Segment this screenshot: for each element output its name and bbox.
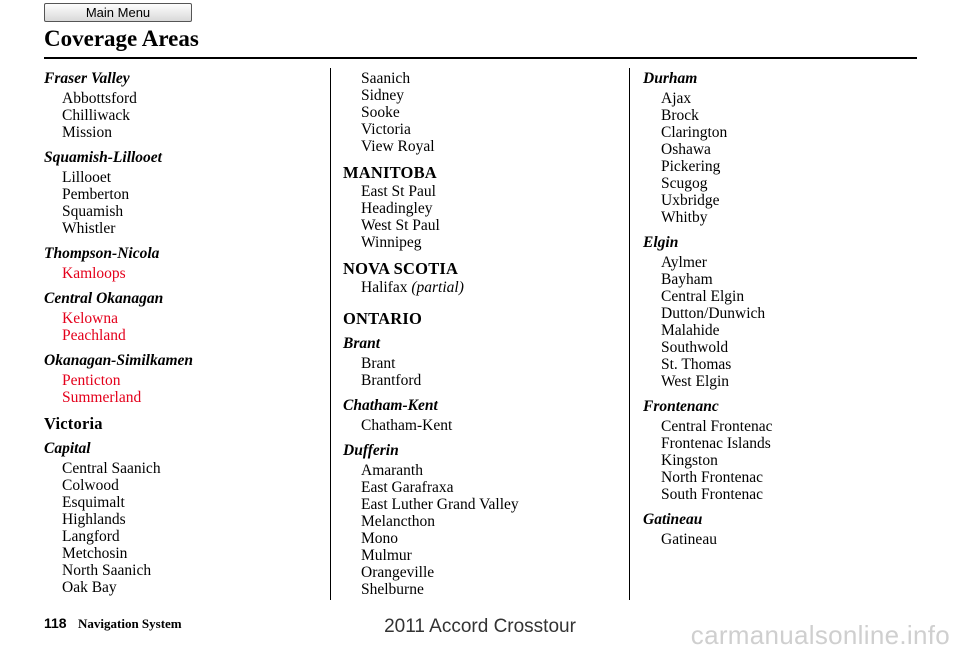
city-item: Brock	[661, 107, 699, 124]
city-item: Langford	[62, 528, 120, 545]
city-item: Highlands	[62, 511, 126, 528]
region-heading-durham: Durham	[643, 70, 698, 87]
city-item: Orangeville	[361, 564, 435, 581]
region-heading-okanagan-similkamen: Okanagan-Similkamen	[44, 352, 193, 369]
city-item: Bayham	[661, 271, 713, 288]
city-item: Clarington	[661, 124, 728, 141]
watermark-url: carmanualsonline.info	[690, 620, 950, 650]
city-item: Mission	[62, 124, 112, 141]
city-item: Scugog	[661, 175, 708, 192]
section-label: Navigation System	[78, 616, 182, 631]
city-item: Esquimalt	[62, 494, 125, 511]
city-item: Oak Bay	[62, 579, 117, 596]
city-item: View Royal	[361, 138, 435, 155]
province-heading-ontario: ONTARIO	[343, 309, 423, 328]
coverage-note: (partial)	[411, 279, 464, 296]
city-item: Malahide	[661, 322, 720, 339]
city-item: Victoria	[361, 121, 411, 138]
city-item: West Elgin	[661, 373, 730, 390]
city-link-kamloops[interactable]: Kamloops	[62, 265, 126, 282]
title-divider	[44, 57, 917, 59]
region-heading-elgin: Elgin	[643, 234, 679, 251]
region-heading-thompson-nicola: Thompson-Nicola	[44, 245, 160, 262]
city-item: Gatineau	[661, 531, 717, 548]
city-item: Sooke	[361, 104, 400, 121]
city-item: Amaranth	[361, 462, 423, 479]
region-heading-gatineau: Gatineau	[643, 511, 703, 528]
city-item: Oshawa	[661, 141, 711, 158]
page-number: 118	[44, 615, 67, 631]
city-item: North Saanich	[62, 562, 152, 579]
region-heading-chatham-kent: Chatham-Kent	[343, 397, 438, 414]
city-item: East St Paul	[361, 183, 436, 200]
city-item: Chatham-Kent	[361, 417, 453, 434]
city-item: Frontenac Islands	[661, 435, 771, 452]
city-item: Shelburne	[361, 581, 424, 598]
city-item: Southwold	[661, 339, 729, 356]
column-divider-2	[629, 68, 630, 600]
city-item: Mono	[361, 530, 399, 547]
city-item: Brant	[361, 355, 396, 372]
city-item: Kingston	[661, 452, 718, 469]
main-menu-button[interactable]: Main Menu	[44, 3, 192, 22]
city-link-penticton[interactable]: Penticton	[62, 372, 121, 389]
region-heading-dufferin: Dufferin	[343, 442, 399, 459]
city-link-summerland[interactable]: Summerland	[62, 389, 142, 406]
watermark-title: 2011 Accord Crosstour	[384, 616, 576, 637]
city-item: Melancthon	[361, 513, 436, 530]
city-link-kelowna[interactable]: Kelowna	[62, 310, 118, 327]
city-item: Central Saanich	[62, 460, 161, 477]
city-item: Sidney	[361, 87, 405, 104]
city-item: Aylmer	[661, 254, 707, 271]
city-item: Brantford	[361, 372, 422, 389]
city-item: Pickering	[661, 158, 721, 175]
city-item: Pemberton	[62, 186, 130, 203]
city-item: Saanich	[361, 70, 411, 87]
city-item: South Frontenac	[661, 486, 764, 503]
column-divider-1	[330, 68, 331, 600]
city-item: Winnipeg	[361, 234, 422, 251]
city-item: West St Paul	[361, 217, 440, 234]
column-1	[44, 68, 324, 596]
city-item: Metchosin	[62, 545, 128, 562]
city-item: North Frontenac	[661, 469, 764, 486]
page-title: Coverage Areas	[44, 26, 199, 51]
column-3	[643, 68, 923, 548]
city-item: Whistler	[62, 220, 116, 237]
region-heading-central-okanagan: Central Okanagan	[44, 290, 164, 307]
city-name: Halifax	[361, 279, 408, 296]
region-heading-brant: Brant	[343, 335, 381, 352]
city-item: Central Elgin	[661, 288, 745, 305]
city-item: Dutton/Dunwich	[661, 305, 766, 322]
city-item: Colwood	[62, 477, 119, 494]
city-item: East Luther Grand Valley	[361, 496, 519, 513]
province-heading-nova-scotia: NOVA SCOTIA	[343, 259, 459, 278]
city-link-peachland[interactable]: Peachland	[62, 327, 126, 344]
region-heading-frontenanc: Frontenanc	[643, 398, 719, 415]
city-item: Uxbridge	[661, 192, 720, 209]
province-heading-manitoba: MANITOBA	[343, 163, 437, 182]
area-heading-victoria: Victoria	[44, 414, 103, 433]
column-2	[343, 68, 623, 598]
city-item: Chilliwack	[62, 107, 131, 124]
city-item-halifax	[343, 279, 623, 296]
city-item: Lillooet	[62, 169, 112, 186]
city-item: Central Frontenac	[661, 418, 773, 435]
region-heading-squamish-lillooet: Squamish-Lillooet	[44, 149, 162, 166]
city-item: East Garafraxa	[361, 479, 454, 496]
city-item: Whitby	[661, 209, 708, 226]
region-heading-capital: Capital	[44, 440, 91, 457]
city-item: St. Thomas	[661, 356, 732, 373]
region-heading-fraser-valley: Fraser Valley	[44, 70, 130, 87]
city-item: Headingley	[361, 200, 433, 217]
city-item: Squamish	[62, 203, 124, 220]
city-item: Abbottsford	[62, 90, 137, 107]
city-item: Mulmur	[361, 547, 412, 564]
city-item: Ajax	[661, 90, 692, 107]
